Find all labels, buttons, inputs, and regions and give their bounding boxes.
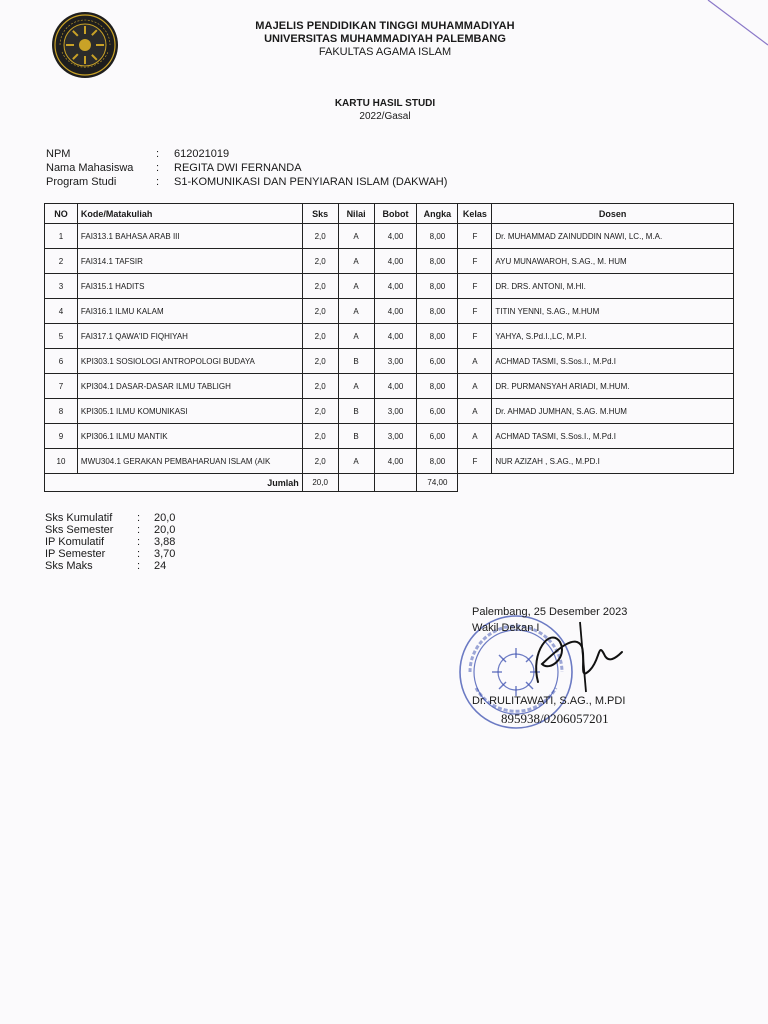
cell-weight: 3,00 xyxy=(374,349,417,374)
cell-row-no: 6 xyxy=(45,349,78,374)
colon: : xyxy=(137,512,141,524)
cell-weight: 4,00 xyxy=(374,274,417,299)
colon: : xyxy=(137,548,141,560)
cell-row-no: 10 xyxy=(45,449,78,474)
name-value: REGITA DWI FERNANDA xyxy=(174,162,302,174)
cell-grade: A xyxy=(338,224,374,249)
cell-class: A xyxy=(458,399,492,424)
cell-sks: 2,0 xyxy=(302,424,338,449)
cell-sks: 2,0 xyxy=(302,349,338,374)
cell-sks: 2,0 xyxy=(302,249,338,274)
table-row xyxy=(45,249,734,274)
cell-grade: A xyxy=(338,249,374,274)
header-weight: Bobot xyxy=(374,204,417,224)
total-blank xyxy=(492,474,734,492)
table-row xyxy=(45,299,734,324)
npm-value: 612021019 xyxy=(174,148,230,160)
cell-row-no: 4 xyxy=(45,299,78,324)
cell-score: 8,00 xyxy=(417,249,458,274)
cell-weight: 4,00 xyxy=(374,249,417,274)
header-class: Kelas xyxy=(458,204,492,224)
cell-lecturer: DR. DRS. ANTONI, M.HI. xyxy=(492,274,734,299)
cell-grade: A xyxy=(338,374,374,399)
npm-row xyxy=(46,147,447,161)
summary-label: IP Komulatif xyxy=(45,536,105,548)
npm-label: NPM xyxy=(46,148,71,160)
cell-lecturer: AYU MUNAWAROH, S.AG., M. HUM xyxy=(492,249,734,274)
cell-score: 8,00 xyxy=(417,374,458,399)
signature-block xyxy=(472,606,628,726)
cell-weight: 4,00 xyxy=(374,324,417,349)
cell-grade: B xyxy=(338,399,374,424)
institution-header xyxy=(190,20,580,58)
cell-class: F xyxy=(458,324,492,349)
cell-row-no: 1 xyxy=(45,224,78,249)
student-info xyxy=(46,147,447,189)
cell-grade: A xyxy=(338,449,374,474)
title-period: 2022/Gasal xyxy=(359,111,411,122)
cell-lecturer: YAHYA, S.Pd.I.,LC, M.P.I. xyxy=(492,324,734,349)
grades-table xyxy=(44,203,734,492)
signer-role: Wakil Dekan I xyxy=(472,622,540,634)
colon: : xyxy=(156,148,160,160)
cell-row-no: 2 xyxy=(45,249,78,274)
summary-value: 20,0 xyxy=(154,512,176,524)
colon: : xyxy=(137,536,141,548)
header-no: NO xyxy=(45,204,78,224)
total-sks: 20,0 xyxy=(302,474,338,492)
cell-grade: A xyxy=(338,274,374,299)
cell-course: KPI306.1 ILMU MANTIK xyxy=(77,424,302,449)
cell-lecturer: NUR AZIZAH , S.AG., M.PD.I xyxy=(492,449,734,474)
table-row xyxy=(45,424,734,449)
gpa-summary xyxy=(45,512,175,572)
table-row xyxy=(45,324,734,349)
colon: : xyxy=(156,162,160,174)
university-logo-icon xyxy=(50,10,120,80)
table-row xyxy=(45,349,734,374)
cell-score: 8,00 xyxy=(417,274,458,299)
cell-lecturer: ACHMAD TASMI, S.Sos.I., M.Pd.I xyxy=(492,424,734,449)
signer-nip: 895938/0206057201 xyxy=(501,711,609,726)
cell-sks: 2,0 xyxy=(302,374,338,399)
summary-label: Sks Semester xyxy=(45,524,114,536)
header-grade: Nilai xyxy=(338,204,374,224)
cell-weight: 4,00 xyxy=(374,374,417,399)
total-score: 74,00 xyxy=(417,474,458,492)
cell-score: 6,00 xyxy=(417,399,458,424)
cell-course: KPI304.1 DASAR-DASAR ILMU TABLIGH xyxy=(77,374,302,399)
table-total-row xyxy=(45,474,734,492)
title-main: KARTU HASIL STUDI xyxy=(334,98,436,109)
summary-row xyxy=(45,548,175,560)
cell-sks: 2,0 xyxy=(302,299,338,324)
cell-weight: 4,00 xyxy=(374,299,417,324)
cell-sks: 2,0 xyxy=(302,224,338,249)
table-row xyxy=(45,224,734,249)
cell-class: F xyxy=(458,224,492,249)
summary-row xyxy=(45,536,175,548)
cell-course: FAI317.1 QAWA'ID FIQHIYAH xyxy=(77,324,302,349)
summary-value: 3,70 xyxy=(154,548,176,560)
cell-row-no: 5 xyxy=(45,324,78,349)
cell-course: KPI303.1 SOSIOLOGI ANTROPOLOGI BUDAYA xyxy=(77,349,302,374)
header-line-2: UNIVERSITAS MUHAMMADIYAH PALEMBANG xyxy=(264,33,506,45)
cell-course: KPI305.1 ILMU KOMUNIKASI xyxy=(77,399,302,424)
cell-sks: 2,0 xyxy=(302,449,338,474)
program-label: Program Studi xyxy=(46,176,117,188)
table-row xyxy=(45,449,734,474)
cell-weight: 4,00 xyxy=(374,449,417,474)
cell-class: A xyxy=(458,374,492,399)
cell-score: 6,00 xyxy=(417,424,458,449)
table-row xyxy=(45,399,734,424)
header-score: Angka xyxy=(417,204,458,224)
summary-value: 3,88 xyxy=(154,536,176,548)
cell-class: F xyxy=(458,449,492,474)
cell-score: 8,00 xyxy=(417,224,458,249)
header-lecturer: Dosen xyxy=(492,204,734,224)
cell-lecturer: Dr. MUHAMMAD ZAINUDDIN NAWI, LC., M.A. xyxy=(492,224,734,249)
cell-lecturer: Dr. AHMAD JUMHAN, S.AG. M.HUM xyxy=(492,399,734,424)
cell-class: F xyxy=(458,274,492,299)
program-value: S1-KOMUNIKASI DAN PENYIARAN ISLAM (DAKWAH) xyxy=(174,176,448,188)
cell-score: 8,00 xyxy=(417,449,458,474)
summary-value: 24 xyxy=(154,560,167,572)
header-line-1: MAJELIS PENDIDIKAN TINGGI MUHAMMADIYAH xyxy=(255,20,515,32)
cell-class: F xyxy=(458,249,492,274)
cell-course: FAI316.1 ILMU KALAM xyxy=(77,299,302,324)
cell-course: FAI314.1 TAFSIR xyxy=(77,249,302,274)
cell-course: MWU304.1 GERAKAN PEMBAHARUAN ISLAM (AIK xyxy=(77,449,302,474)
cell-grade: A xyxy=(338,299,374,324)
summary-label: Sks Maks xyxy=(45,560,93,572)
cell-lecturer: TITIN YENNI, S.AG., M.HUM xyxy=(492,299,734,324)
place-date: Palembang, 25 Desember 2023 xyxy=(472,606,628,618)
summary-value: 20,0 xyxy=(154,524,176,536)
cell-lecturer: ACHMAD TASMI, S.Sos.I., M.Pd.I xyxy=(492,349,734,374)
summary-label: Sks Kumulatif xyxy=(45,512,113,524)
cell-row-no: 7 xyxy=(45,374,78,399)
summary-label: IP Semester xyxy=(45,548,106,560)
cell-lecturer: DR. PURMANSYAH ARIADI, M.HUM. xyxy=(492,374,734,399)
cell-class: A xyxy=(458,349,492,374)
table-header-row xyxy=(45,204,734,224)
cell-class: F xyxy=(458,299,492,324)
cell-weight: 4,00 xyxy=(374,224,417,249)
document-title xyxy=(240,98,530,122)
cell-grade: B xyxy=(338,349,374,374)
cell-score: 6,00 xyxy=(417,349,458,374)
cell-row-no: 8 xyxy=(45,399,78,424)
colon: : xyxy=(156,176,160,188)
cell-class: A xyxy=(458,424,492,449)
total-empty xyxy=(338,474,374,492)
header-sks: Sks xyxy=(302,204,338,224)
cell-row-no: 3 xyxy=(45,274,78,299)
summary-row xyxy=(45,560,175,572)
header-line-3: FAKULTAS AGAMA ISLAM xyxy=(318,46,452,58)
colon: : xyxy=(137,560,141,572)
cell-sks: 2,0 xyxy=(302,324,338,349)
cell-row-no: 9 xyxy=(45,424,78,449)
cell-score: 8,00 xyxy=(417,299,458,324)
summary-row xyxy=(45,524,175,536)
summary-row xyxy=(45,512,175,524)
cell-score: 8,00 xyxy=(417,324,458,349)
program-row xyxy=(46,175,447,189)
colon: : xyxy=(137,524,141,536)
cell-sks: 2,0 xyxy=(302,274,338,299)
total-blank xyxy=(458,474,492,492)
signer-name: Dr. RULITAWATI, S.AG., M.PDI xyxy=(472,695,626,707)
table-row xyxy=(45,374,734,399)
table-row xyxy=(45,274,734,299)
name-row xyxy=(46,161,447,175)
cell-weight: 3,00 xyxy=(374,399,417,424)
name-label: Nama Mahasiswa xyxy=(46,162,134,174)
cell-grade: A xyxy=(338,324,374,349)
total-empty xyxy=(374,474,417,492)
corner-mark xyxy=(688,0,768,60)
cell-course: FAI313.1 BAHASA ARAB III xyxy=(77,224,302,249)
cell-course: FAI315.1 HADITS xyxy=(77,274,302,299)
cell-grade: B xyxy=(338,424,374,449)
total-label: Jumlah xyxy=(45,474,303,492)
cell-sks: 2,0 xyxy=(302,399,338,424)
header-course: Kode/Matakuliah xyxy=(77,204,302,224)
cell-weight: 3,00 xyxy=(374,424,417,449)
